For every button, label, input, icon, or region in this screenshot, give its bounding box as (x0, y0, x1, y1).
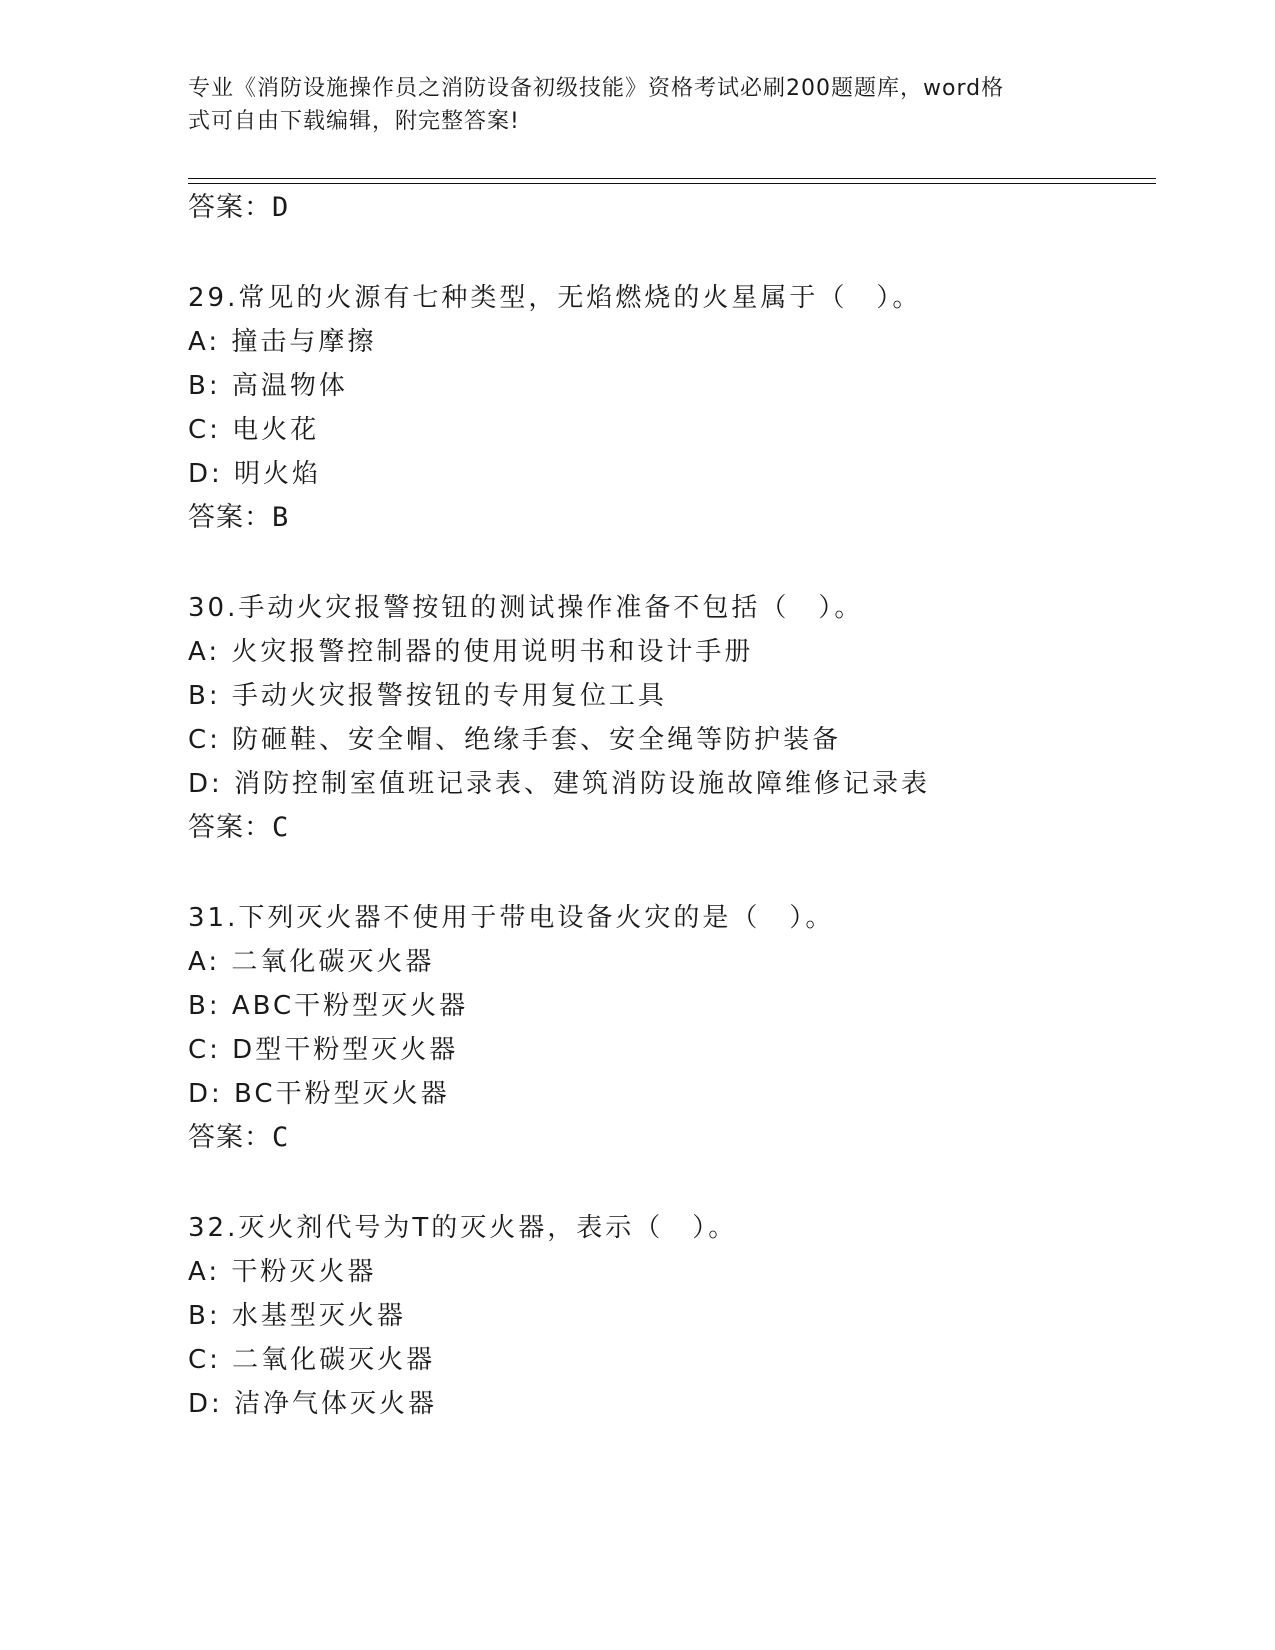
question-answer: 答案：C (188, 812, 290, 843)
previous-answer: 答案：D (188, 192, 290, 223)
question-option-a: A: 二氧化碳灭火器 (188, 947, 435, 977)
header-divider-bottom (188, 183, 1156, 184)
question-answer: 答案：B (188, 502, 290, 533)
header-divider-top (188, 178, 1156, 179)
question-stem: 32.灭火剂代号为T的灭火器，表示（ ）。 (188, 1213, 738, 1243)
question-stem: 31.下列灭火器不使用于带电设备火灾的是（ ）。 (188, 903, 835, 933)
document-header (188, 72, 1068, 138)
question-stem: 30.手动火灾报警按钮的测试操作准备不包括（ ）。 (188, 593, 864, 623)
question-option-c: C: 二氧化碳灭火器 (188, 1345, 436, 1375)
question-option-c: C: 防砸鞋、安全帽、绝缘手套、安全绳等防护装备 (188, 725, 842, 755)
question-stem: 29.常见的火源有七种类型，无焰燃烧的火星属于（ ）。 (188, 283, 922, 313)
question-option-b: B: 高温物体 (188, 371, 348, 401)
question-option-d: D: 洁净气体灭火器 (188, 1389, 438, 1419)
question-option-c: C: 电火花 (188, 415, 320, 445)
question-option-b: B: ABC干粉型灭火器 (188, 991, 469, 1021)
question-option-c: C: D型干粉型灭火器 (188, 1035, 459, 1065)
question-option-d: D: 明火焰 (188, 459, 322, 489)
question-option-a: A: 火灾报警控制器的使用说明书和设计手册 (188, 637, 754, 667)
question-option-a: A: 撞击与摩擦 (188, 327, 377, 357)
question-option-d: D: 消防控制室值班记录表、建筑消防设施故障维修记录表 (188, 769, 931, 799)
question-option-b: B: 水基型灭火器 (188, 1301, 406, 1331)
question-option-d: D: BC干粉型灭火器 (188, 1079, 450, 1109)
question-answer: 答案：C (188, 1122, 290, 1153)
question-option-a: A: 干粉灭火器 (188, 1257, 377, 1287)
header-line-2: 式可自由下载编辑，附完整答案! (188, 109, 520, 134)
header-line-1: 专业《消防设施操作员之消防设备初级技能》资格考试必刷200题题库，word格 (188, 76, 1005, 101)
question-option-b: B: 手动火灾报警按钮的专用复位工具 (188, 681, 667, 711)
